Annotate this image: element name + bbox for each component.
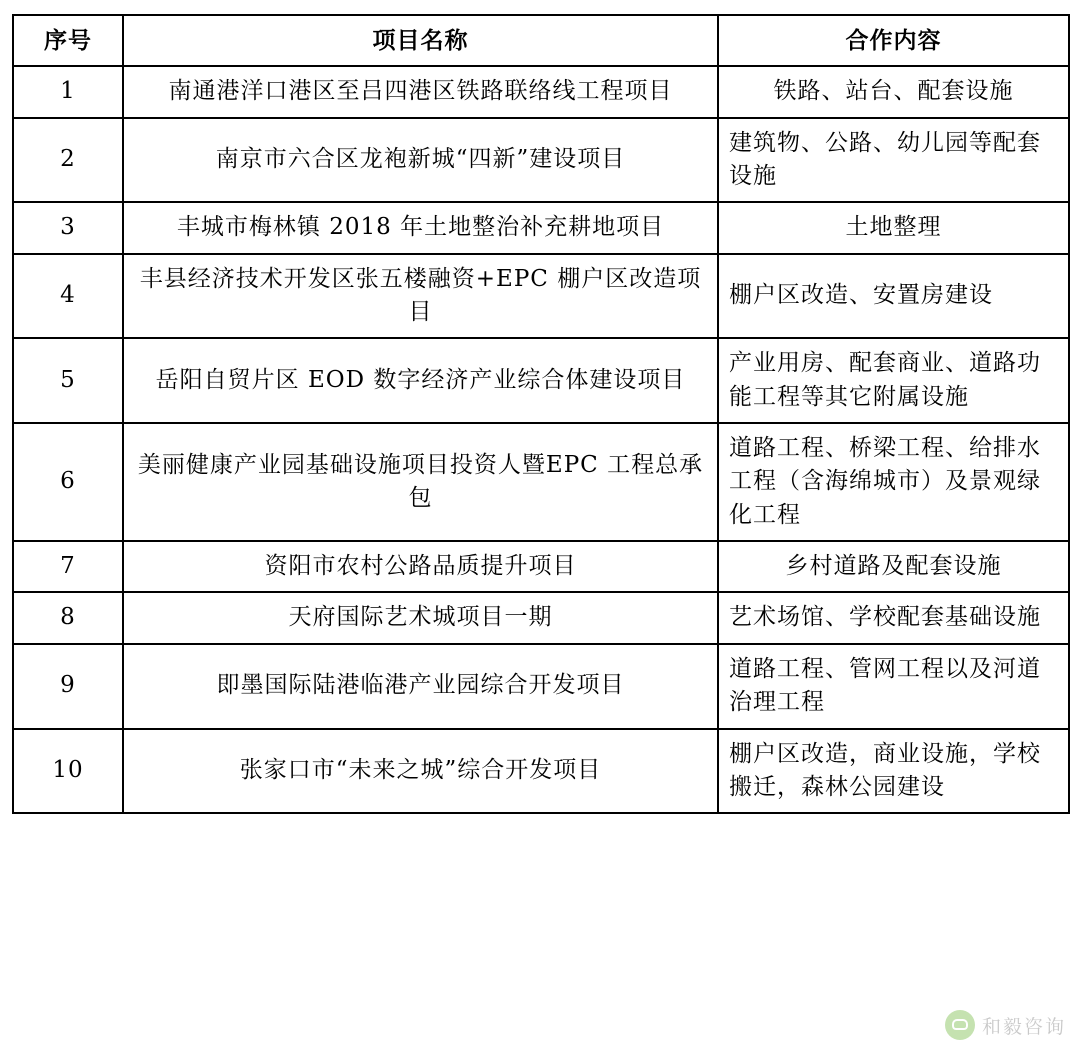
row-cooperation-content: 艺术场馆、学校配套基础设施: [718, 592, 1069, 643]
table-row: [13, 541, 1069, 592]
row-cooperation-content: 棚户区改造、安置房建设: [718, 254, 1069, 339]
row-index: 9: [13, 644, 123, 729]
table-row: [13, 729, 1069, 814]
row-index: 5: [13, 338, 123, 423]
row-cooperation-content: 乡村道路及配套设施: [718, 541, 1069, 592]
table-header-row: [13, 15, 1069, 66]
row-project-name: 丰城市梅林镇 2018 年土地整治补充耕地项目: [123, 202, 718, 253]
row-cooperation-content: 道路工程、管网工程以及河道治理工程: [718, 644, 1069, 729]
header-cell-name: 项目名称: [123, 15, 718, 66]
table-row: [13, 202, 1069, 253]
document-page: [0, 14, 1080, 1046]
row-project-name: 天府国际艺术城项目一期: [123, 592, 718, 643]
row-project-name: 岳阳自贸片区 EOD 数字经济产业综合体建设项目: [123, 338, 718, 423]
row-index: 3: [13, 202, 123, 253]
header-cell-index: 序号: [13, 15, 123, 66]
row-index: 4: [13, 254, 123, 339]
table-row: [13, 592, 1069, 643]
row-index: 10: [13, 729, 123, 814]
row-cooperation-content: 建筑物、公路、幼儿园等配套设施: [718, 118, 1069, 203]
table-row: [13, 423, 1069, 541]
row-cooperation-content: 铁路、站台、配套设施: [718, 66, 1069, 117]
table-row: [13, 254, 1069, 339]
row-project-name: 南通港洋口港区至吕四港区铁路联络线工程项目: [123, 66, 718, 117]
table-row: [13, 66, 1069, 117]
row-project-name: 张家口市“未来之城”综合开发项目: [123, 729, 718, 814]
row-cooperation-content: 土地整理: [718, 202, 1069, 253]
row-index: 7: [13, 541, 123, 592]
row-index: 8: [13, 592, 123, 643]
row-project-name: 南京市六合区龙袍新城“四新”建设项目: [123, 118, 718, 203]
leaf-badge-icon: [945, 1010, 975, 1040]
row-cooperation-content: 道路工程、桥梁工程、给排水工程（含海绵城市）及景观绿化工程: [718, 423, 1069, 541]
row-cooperation-content: 产业用房、配套商业、道路功能工程等其它附属设施: [718, 338, 1069, 423]
table-row: [13, 644, 1069, 729]
row-project-name: 即墨国际陆港临港产业园综合开发项目: [123, 644, 718, 729]
table-body: [13, 15, 1069, 813]
watermark-label: 和毅咨询: [981, 1015, 1066, 1038]
header-cell-content: 合作内容: [718, 15, 1069, 66]
table-row: [13, 118, 1069, 203]
watermark: [945, 1010, 1066, 1040]
table-row: [13, 338, 1069, 423]
row-index: 1: [13, 66, 123, 117]
row-cooperation-content: 棚户区改造，商业设施，学校搬迁，森林公园建设: [718, 729, 1069, 814]
row-index: 6: [13, 423, 123, 541]
row-project-name: 丰县经济技术开发区张五楼融资+EPC 棚户区改造项目: [123, 254, 718, 339]
row-project-name: 美丽健康产业园基础设施项目投资人暨EPC 工程总承包: [123, 423, 718, 541]
row-index: 2: [13, 118, 123, 203]
row-project-name: 资阳市农村公路品质提升项目: [123, 541, 718, 592]
cooperation-projects-table: [12, 14, 1070, 814]
